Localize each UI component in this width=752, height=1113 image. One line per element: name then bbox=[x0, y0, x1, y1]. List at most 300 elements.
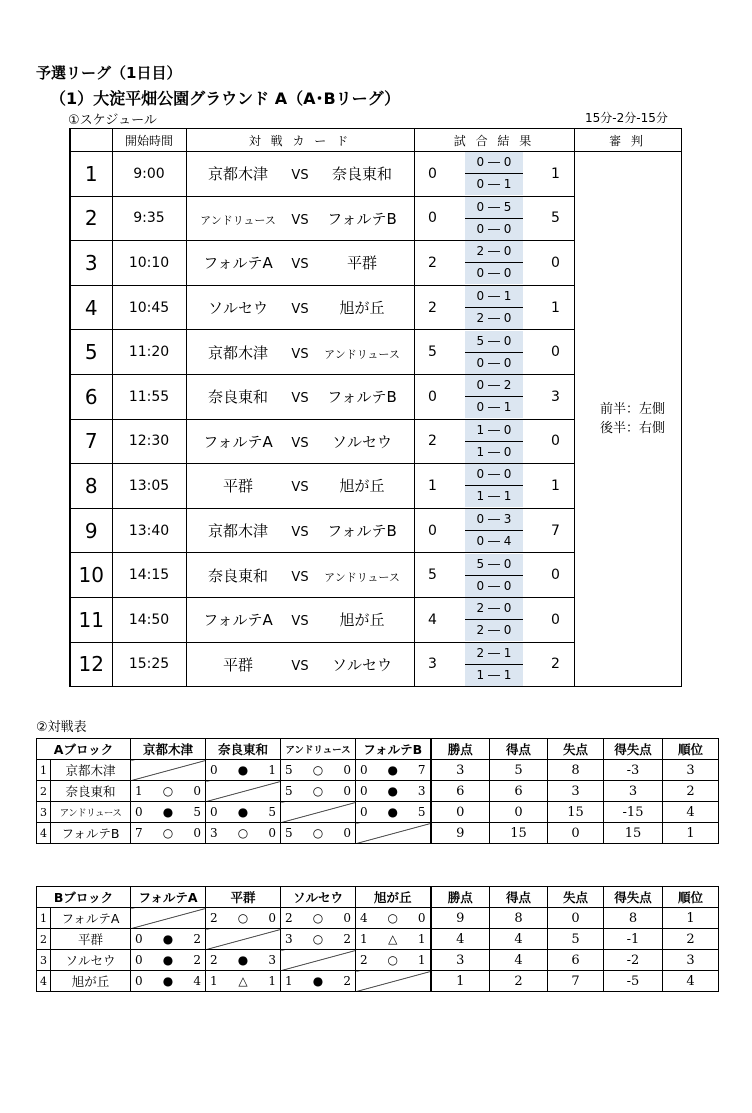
goals-for: 5 bbox=[285, 763, 293, 777]
result-mark: ○ bbox=[162, 826, 174, 840]
match-time: 10:45 bbox=[112, 285, 186, 330]
goals-against: 2 bbox=[343, 974, 351, 988]
second-half-score: 2 ― 0 bbox=[476, 623, 512, 638]
team-name: 奈良東和 bbox=[51, 781, 131, 802]
vs-label: VS bbox=[291, 480, 309, 496]
away-score: 5 bbox=[551, 210, 560, 227]
block-a-table bbox=[36, 738, 719, 844]
stat-value: 9 bbox=[431, 823, 490, 844]
goals-for: 0 bbox=[210, 763, 218, 777]
match-result bbox=[414, 152, 574, 197]
home-team: 平群 bbox=[222, 477, 253, 496]
vs-label: VS bbox=[291, 168, 309, 184]
goals-for: 3 bbox=[210, 826, 218, 840]
match-result bbox=[414, 330, 574, 375]
half-scores bbox=[465, 152, 523, 195]
result-cell bbox=[206, 950, 281, 971]
block-b-table bbox=[36, 886, 719, 992]
second-half-score: 0 ― 4 bbox=[476, 534, 512, 549]
match-result bbox=[414, 464, 574, 509]
half-scores bbox=[465, 509, 523, 552]
home-team: フォルテA bbox=[203, 611, 273, 630]
referee-line: 後半：右側 bbox=[599, 421, 665, 437]
match-time: 9:00 bbox=[112, 152, 186, 197]
goals-against: 4 bbox=[193, 974, 201, 988]
row-number: 2 bbox=[37, 781, 51, 802]
stat-value: 2 bbox=[663, 929, 719, 950]
second-half-score: 0 ― 0 bbox=[476, 266, 512, 281]
goals-against: 0 bbox=[193, 784, 201, 798]
goals-against: 0 bbox=[343, 763, 351, 777]
result-mark: ● bbox=[162, 932, 174, 946]
stat-value: 0 bbox=[548, 908, 604, 929]
referee-note bbox=[574, 152, 681, 687]
home-score: 4 bbox=[428, 611, 437, 628]
vs-label: VS bbox=[291, 391, 309, 407]
standings-row bbox=[37, 971, 719, 992]
goals-against: 1 bbox=[268, 763, 276, 777]
standings-row bbox=[37, 908, 719, 929]
goals-against: 3 bbox=[268, 953, 276, 967]
home-team: 京都木津 bbox=[207, 522, 268, 541]
team-name: フォルテA bbox=[51, 908, 131, 929]
self-cell bbox=[206, 781, 281, 802]
stat-value: 6 bbox=[490, 781, 548, 802]
match-result bbox=[414, 285, 574, 330]
away-score: 1 bbox=[551, 477, 560, 494]
standings-header bbox=[37, 739, 719, 760]
row-number: 2 bbox=[37, 929, 51, 950]
first-half-score: 0 ― 3 bbox=[465, 509, 523, 531]
goals-against: 3 bbox=[417, 784, 426, 798]
half-scores bbox=[465, 643, 523, 686]
half-scores bbox=[465, 197, 523, 240]
stat-value: -15 bbox=[604, 802, 663, 823]
header-matchup: 対 戦 カ ー ド bbox=[186, 129, 414, 152]
stat-value: 7 bbox=[548, 971, 604, 992]
result-cell bbox=[131, 823, 206, 844]
stat-value: 15 bbox=[604, 823, 663, 844]
second-half-score: 0 ― 1 bbox=[476, 177, 512, 192]
goals-against: 5 bbox=[193, 805, 201, 819]
result-mark: ○ bbox=[312, 932, 324, 946]
away-score: 0 bbox=[551, 611, 560, 628]
home-score: 0 bbox=[428, 522, 437, 539]
stat-value: 0 bbox=[431, 802, 490, 823]
result-mark: ○ bbox=[162, 784, 174, 798]
standings-row bbox=[37, 950, 719, 971]
venue-title: （1）大淀平畑公園グラウンド A（A･Bリーグ） bbox=[50, 89, 401, 108]
result-mark: △ bbox=[388, 932, 398, 946]
match-number: 11 bbox=[70, 597, 112, 642]
goals-for: 2 bbox=[360, 953, 368, 967]
away-team: フォルテB bbox=[327, 522, 397, 541]
vs-label: VS bbox=[291, 525, 309, 541]
result-cell bbox=[131, 971, 206, 992]
result-cell bbox=[131, 929, 206, 950]
standings-header bbox=[37, 887, 719, 908]
result-mark: ● bbox=[237, 763, 249, 777]
result-cell bbox=[281, 760, 356, 781]
team-name: 京都木津 bbox=[51, 760, 131, 781]
vs-label: VS bbox=[291, 346, 309, 362]
opponent-header: 奈良東和 bbox=[206, 739, 281, 760]
second-half-score: 0 ― 0 bbox=[476, 578, 512, 593]
home-score: 1 bbox=[428, 477, 437, 494]
opponent-header: フォルテB bbox=[356, 739, 431, 760]
away-team: アンドリュース bbox=[324, 347, 400, 361]
second-half-score: 1 ― 0 bbox=[476, 444, 512, 459]
match-number: 8 bbox=[70, 464, 112, 509]
stat-header: 得失点 bbox=[604, 739, 663, 760]
goals-against: 0 bbox=[268, 826, 276, 840]
goals-against: 2 bbox=[193, 953, 201, 967]
match-format: 15分-2分-15分 bbox=[585, 111, 668, 125]
row-number: 1 bbox=[37, 760, 51, 781]
stat-value: 4 bbox=[431, 929, 490, 950]
stat-value: 15 bbox=[490, 823, 548, 844]
vs-label: VS bbox=[291, 614, 309, 630]
goals-for: 0 bbox=[360, 784, 368, 798]
result-mark: ● bbox=[387, 763, 398, 777]
match-time: 11:55 bbox=[112, 374, 186, 419]
match-time: 10:10 bbox=[112, 241, 186, 286]
second-half-score: 0 ― 0 bbox=[476, 221, 512, 236]
away-team: フォルテB bbox=[327, 388, 397, 407]
half-scores bbox=[465, 375, 523, 418]
result-mark: ● bbox=[387, 784, 398, 798]
home-team: 平群 bbox=[222, 655, 253, 674]
away-score: 2 bbox=[551, 656, 560, 673]
schedule-table bbox=[69, 128, 682, 687]
goals-for: 1 bbox=[135, 784, 143, 798]
goals-for: 0 bbox=[135, 953, 143, 967]
stat-value: 6 bbox=[548, 950, 604, 971]
first-half-score: 0 ― 5 bbox=[465, 197, 523, 219]
matchup bbox=[186, 508, 414, 553]
opponent-header: フォルテA bbox=[131, 887, 206, 908]
home-team: ソルセウ bbox=[207, 299, 268, 318]
row-number: 3 bbox=[37, 802, 51, 823]
goals-for: 1 bbox=[360, 932, 368, 946]
away-score: 1 bbox=[551, 299, 560, 316]
match-number: 6 bbox=[70, 374, 112, 419]
result-mark: ● bbox=[312, 974, 324, 988]
page-title: 予選リーグ（1日目） bbox=[36, 64, 182, 82]
row-number: 1 bbox=[37, 908, 51, 929]
first-half-score: 2 ― 1 bbox=[465, 643, 523, 665]
goals-against: 0 bbox=[343, 911, 351, 925]
stat-value: 9 bbox=[431, 908, 490, 929]
team-name: アンドリュース bbox=[51, 802, 131, 823]
stat-value: 6 bbox=[431, 781, 490, 802]
result-mark: ○ bbox=[312, 826, 324, 840]
block-name: Bブロック bbox=[37, 887, 131, 908]
matchup bbox=[186, 419, 414, 464]
goals-for: 2 bbox=[210, 911, 218, 925]
first-half-score: 1 ― 0 bbox=[465, 420, 523, 442]
row-number: 3 bbox=[37, 950, 51, 971]
away-team: 奈良東和 bbox=[331, 165, 392, 184]
goals-against: 1 bbox=[417, 932, 426, 946]
standings-row bbox=[37, 781, 719, 802]
stat-value: 3 bbox=[604, 781, 663, 802]
half-scores bbox=[465, 241, 523, 284]
stat-value: 1 bbox=[663, 908, 719, 929]
goals-for: 0 bbox=[360, 763, 368, 777]
away-team: アンドリュース bbox=[324, 570, 400, 584]
result-cell bbox=[206, 908, 281, 929]
team-name: ソルセウ bbox=[51, 950, 131, 971]
home-score: 0 bbox=[428, 210, 437, 227]
match-number: 1 bbox=[70, 152, 112, 197]
stat-header: 順位 bbox=[663, 739, 719, 760]
goals-against: 2 bbox=[193, 932, 201, 946]
match-time: 13:40 bbox=[112, 508, 186, 553]
result-cell bbox=[356, 950, 431, 971]
goals-against: 2 bbox=[343, 932, 351, 946]
vs-label: VS bbox=[291, 257, 309, 273]
goals-against: 0 bbox=[268, 911, 276, 925]
result-cell bbox=[206, 760, 281, 781]
vs-label: VS bbox=[291, 302, 309, 318]
goals-against: 1 bbox=[268, 974, 276, 988]
goals-for: 0 bbox=[210, 805, 218, 819]
second-half-score: 1 ― 1 bbox=[476, 667, 512, 682]
match-result bbox=[414, 597, 574, 642]
result-cell bbox=[356, 760, 431, 781]
goals-for: 0 bbox=[135, 932, 143, 946]
home-team: アンドリュース bbox=[200, 213, 276, 227]
stat-value: -1 bbox=[604, 929, 663, 950]
result-mark: ● bbox=[237, 953, 249, 967]
second-half-score: 2 ― 0 bbox=[476, 311, 512, 326]
goals-against: 0 bbox=[193, 826, 201, 840]
stat-value: 1 bbox=[431, 971, 490, 992]
match-time: 9:35 bbox=[112, 196, 186, 241]
opponent-header: 京都木津 bbox=[131, 739, 206, 760]
goals-for: 0 bbox=[135, 974, 143, 988]
stat-value: 5 bbox=[490, 760, 548, 781]
result-cell bbox=[281, 971, 356, 992]
result-mark: ○ bbox=[237, 826, 249, 840]
goals-against: 0 bbox=[343, 784, 351, 798]
goals-against: 1 bbox=[417, 953, 426, 967]
goals-for: 1 bbox=[285, 974, 293, 988]
result-mark: ○ bbox=[387, 911, 398, 925]
matchup bbox=[186, 374, 414, 419]
match-number: 12 bbox=[70, 642, 112, 687]
half-scores bbox=[465, 554, 523, 597]
vs-label: VS bbox=[291, 212, 309, 228]
match-result bbox=[414, 419, 574, 464]
home-team: 京都木津 bbox=[207, 165, 268, 184]
referee-line: 前半：左側 bbox=[599, 402, 665, 418]
matchup bbox=[186, 241, 414, 286]
first-half-score: 0 ― 1 bbox=[465, 286, 523, 308]
away-score: 0 bbox=[551, 433, 560, 450]
away-score: 0 bbox=[551, 344, 560, 361]
stat-value: -5 bbox=[604, 971, 663, 992]
goals-for: 1 bbox=[210, 974, 218, 988]
row-number: 4 bbox=[37, 823, 51, 844]
match-result bbox=[414, 241, 574, 286]
standings-label: ②対戦表 bbox=[36, 720, 87, 735]
result-mark: ○ bbox=[312, 763, 324, 777]
goals-against: 0 bbox=[343, 826, 351, 840]
match-number: 9 bbox=[70, 508, 112, 553]
schedule-label: ①スケジュール bbox=[68, 113, 157, 128]
half-scores bbox=[465, 420, 523, 463]
stat-value: 3 bbox=[663, 950, 719, 971]
stat-header: 得点 bbox=[490, 739, 548, 760]
match-number: 2 bbox=[70, 196, 112, 241]
matchup bbox=[186, 196, 414, 241]
result-mark: ● bbox=[237, 805, 249, 819]
standings-row bbox=[37, 929, 719, 950]
home-score: 0 bbox=[428, 165, 437, 182]
header-start-time: 開始時間 bbox=[112, 129, 186, 152]
opponent-header: 旭が丘 bbox=[356, 887, 431, 908]
home-score: 5 bbox=[428, 567, 437, 584]
stat-value: 4 bbox=[490, 929, 548, 950]
first-half-score: 0 ― 0 bbox=[465, 152, 523, 174]
stat-value: 1 bbox=[663, 823, 719, 844]
match-number: 4 bbox=[70, 285, 112, 330]
goals-for: 7 bbox=[135, 826, 143, 840]
result-cell bbox=[131, 950, 206, 971]
result-mark: ● bbox=[162, 953, 174, 967]
self-cell bbox=[206, 929, 281, 950]
result-mark: ○ bbox=[387, 953, 398, 967]
match-result bbox=[414, 374, 574, 419]
result-mark: ● bbox=[387, 805, 398, 819]
match-result bbox=[414, 642, 574, 687]
opponent-header: 平群 bbox=[206, 887, 281, 908]
result-cell bbox=[131, 802, 206, 823]
matchup bbox=[186, 553, 414, 598]
result-cell bbox=[356, 929, 431, 950]
goals-for: 0 bbox=[135, 805, 143, 819]
result-mark: ○ bbox=[237, 911, 249, 925]
stat-value: 15 bbox=[548, 802, 604, 823]
standings-row bbox=[37, 802, 719, 823]
stat-value: 8 bbox=[604, 908, 663, 929]
half-scores bbox=[465, 464, 523, 507]
match-result bbox=[414, 553, 574, 598]
header-result: 試 合 結 果 bbox=[414, 129, 574, 152]
stat-header: 失点 bbox=[548, 887, 604, 908]
goals-for: 5 bbox=[285, 784, 293, 798]
team-name: 平群 bbox=[51, 929, 131, 950]
away-score: 0 bbox=[551, 254, 560, 271]
first-half-score: 2 ― 0 bbox=[465, 241, 523, 263]
stat-value: 2 bbox=[663, 781, 719, 802]
away-team: ソルセウ bbox=[331, 655, 392, 674]
away-team: フォルテB bbox=[327, 209, 397, 228]
second-half-score: 0 ― 1 bbox=[476, 400, 512, 415]
match-row bbox=[70, 152, 681, 197]
home-team: フォルテA bbox=[203, 254, 273, 273]
stat-value: -3 bbox=[604, 760, 663, 781]
match-time: 14:15 bbox=[112, 553, 186, 598]
home-team: 奈良東和 bbox=[207, 388, 268, 407]
header-referee: 審 判 bbox=[574, 129, 681, 152]
result-cell bbox=[356, 802, 431, 823]
match-time: 15:25 bbox=[112, 642, 186, 687]
stat-header: 勝点 bbox=[431, 887, 490, 908]
away-score: 0 bbox=[551, 567, 560, 584]
goals-against: 7 bbox=[417, 763, 426, 777]
home-score: 2 bbox=[428, 299, 437, 316]
stat-value: -2 bbox=[604, 950, 663, 971]
stat-value: 4 bbox=[490, 950, 548, 971]
standings-row bbox=[37, 760, 719, 781]
self-cell bbox=[356, 823, 431, 844]
goals-for: 4 bbox=[360, 911, 368, 925]
match-time: 11:20 bbox=[112, 330, 186, 375]
team-name: 旭が丘 bbox=[51, 971, 131, 992]
half-scores bbox=[465, 331, 523, 374]
block-name: Aブロック bbox=[37, 739, 131, 760]
away-team: ソルセウ bbox=[331, 432, 392, 451]
match-number: 5 bbox=[70, 330, 112, 375]
match-result bbox=[414, 508, 574, 553]
goals-for: 2 bbox=[210, 953, 218, 967]
self-cell bbox=[281, 802, 356, 823]
match-number: 10 bbox=[70, 553, 112, 598]
first-half-score: 2 ― 0 bbox=[465, 598, 523, 620]
matchup bbox=[186, 464, 414, 509]
opponent-header: アンドリュース bbox=[281, 739, 356, 760]
self-cell bbox=[131, 760, 206, 781]
goals-for: 3 bbox=[285, 932, 293, 946]
result-cell bbox=[131, 781, 206, 802]
result-mark: △ bbox=[238, 974, 248, 988]
stat-value: 0 bbox=[490, 802, 548, 823]
goals-against: 5 bbox=[268, 805, 276, 819]
home-team: 奈良東和 bbox=[207, 566, 268, 585]
result-mark: ● bbox=[162, 805, 174, 819]
result-cell bbox=[206, 802, 281, 823]
home-team: フォルテA bbox=[203, 432, 273, 451]
result-mark: ● bbox=[162, 974, 174, 988]
match-time: 14:50 bbox=[112, 597, 186, 642]
result-cell bbox=[356, 908, 431, 929]
stat-value: 3 bbox=[431, 950, 490, 971]
team-name: フォルテB bbox=[51, 823, 131, 844]
goals-for: 5 bbox=[285, 826, 293, 840]
result-mark: ○ bbox=[312, 784, 324, 798]
matchup bbox=[186, 642, 414, 687]
stat-value: 4 bbox=[663, 802, 719, 823]
first-half-score: 5 ― 0 bbox=[465, 331, 523, 353]
result-cell bbox=[206, 971, 281, 992]
result-cell bbox=[281, 929, 356, 950]
match-result bbox=[414, 196, 574, 241]
stat-value: 3 bbox=[663, 760, 719, 781]
matchup bbox=[186, 330, 414, 375]
goals-against: 0 bbox=[417, 911, 426, 925]
result-cell bbox=[206, 823, 281, 844]
away-score: 1 bbox=[551, 165, 560, 182]
stat-header: 勝点 bbox=[431, 739, 490, 760]
away-team: 旭が丘 bbox=[339, 477, 385, 496]
standings-row bbox=[37, 823, 719, 844]
goals-for: 0 bbox=[360, 805, 368, 819]
stat-value: 4 bbox=[663, 971, 719, 992]
second-half-score: 0 ― 0 bbox=[476, 355, 512, 370]
